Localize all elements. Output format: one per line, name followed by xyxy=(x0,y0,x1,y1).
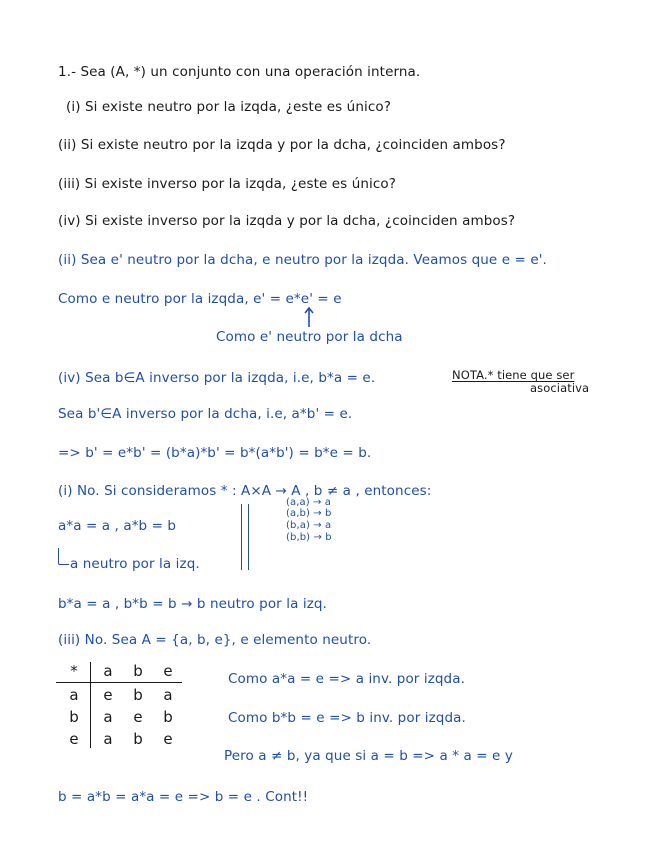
answer-iii-a-inverse: Como a*a = e => a inv. por izqda. xyxy=(228,671,465,687)
table-cell: e xyxy=(133,708,143,726)
table-cell: e xyxy=(163,730,173,748)
table-cell: a xyxy=(103,730,113,748)
note-line-2: asociativa xyxy=(530,381,590,395)
map-ab: (a,b) → b xyxy=(286,508,332,519)
answer-i-products: a*a = a , a*b = b xyxy=(58,518,177,534)
table-row-label: b xyxy=(69,708,79,726)
answer-iii-b-inverse: Como b*b = e => b inv. por izqda. xyxy=(228,710,466,726)
answer-iii-intro: (iii) No. Sea A = {a, b, e}, e elemento neutro. xyxy=(58,632,372,648)
answer-ii-intro: (ii) Sea e' neutro por la dcha, e neutro por la izqda. Veamos que e = e'. xyxy=(58,252,547,268)
note-text: NOTA.* tiene que ser xyxy=(452,368,575,382)
question-ii: (ii) Si existe neutro por la izqda y por la dcha, ¿coinciden ambos? xyxy=(58,137,506,153)
hook-arrow-icon xyxy=(58,548,69,565)
table-side-line xyxy=(90,662,91,748)
answer-ii-justification: Como e' neutro por la dcha xyxy=(216,329,403,345)
table-cell: b xyxy=(133,730,143,748)
double-bar-divider xyxy=(241,504,249,570)
answer-i-intro: (i) No. Si consideramos * : A×A → A , b ≠ a , entonces: xyxy=(58,483,432,499)
answer-iv-intro: (iv) Sea b∈A inverso por la izqda, i.e, b*a = e. xyxy=(58,370,376,386)
question-iii: (iii) Si existe inverso por la izqda, ¿este es único? xyxy=(58,176,397,192)
answer-ii-step: Como e neutro por la izqda, e' = e*e' = e xyxy=(58,291,342,307)
question-i: (i) Si existe neutro por la izqda, ¿este es único? xyxy=(66,99,391,115)
table-cell: a xyxy=(103,708,113,726)
table-row-label: a xyxy=(69,686,79,704)
table-cell: e xyxy=(103,686,113,704)
map-ba: (b,a) → a xyxy=(286,520,332,531)
note-line-1 xyxy=(452,368,574,382)
table-header-line xyxy=(56,682,182,683)
problem-statement: 1.- Sea (A, *) un conjunto con una operación interna. xyxy=(58,64,421,80)
answer-iii-contradiction-setup: Pero a ≠ b, ya que si a = b => a * a = e y xyxy=(224,748,513,764)
question-iv: (iv) Si existe inverso por la izqda y por la dcha, ¿coinciden ambos? xyxy=(58,213,516,229)
table-cell: b xyxy=(163,708,173,726)
answer-i-neutral-b: b*a = a , b*b = b → b neutro por la izq. xyxy=(58,596,327,612)
table-header-cell: e xyxy=(163,662,173,680)
map-bb: (b,b) → b xyxy=(286,532,332,543)
answer-iv-second: Sea b'∈A inverso por la dcha, i.e, a*b' = e. xyxy=(58,406,353,422)
map-aa: (a,a) → a xyxy=(286,497,332,508)
arrow-up-icon xyxy=(302,306,316,328)
table-cell: a xyxy=(163,686,173,704)
answer-iv-conclusion: => b' = e*b' = (b*a)*b' = b*(a*b') = b*e = b. xyxy=(58,445,372,461)
table-corner: * xyxy=(70,662,78,680)
table-row-label: e xyxy=(69,730,79,748)
operation-table xyxy=(56,660,186,750)
answer-i-neutral-a: a neutro por la izq. xyxy=(70,556,200,572)
table-cell: b xyxy=(133,686,143,704)
answer-iii-contradiction: b = a*b = a*a = e => b = e . Cont!! xyxy=(58,789,309,805)
table-header-cell: a xyxy=(103,662,113,680)
table-header-cell: b xyxy=(133,662,143,680)
